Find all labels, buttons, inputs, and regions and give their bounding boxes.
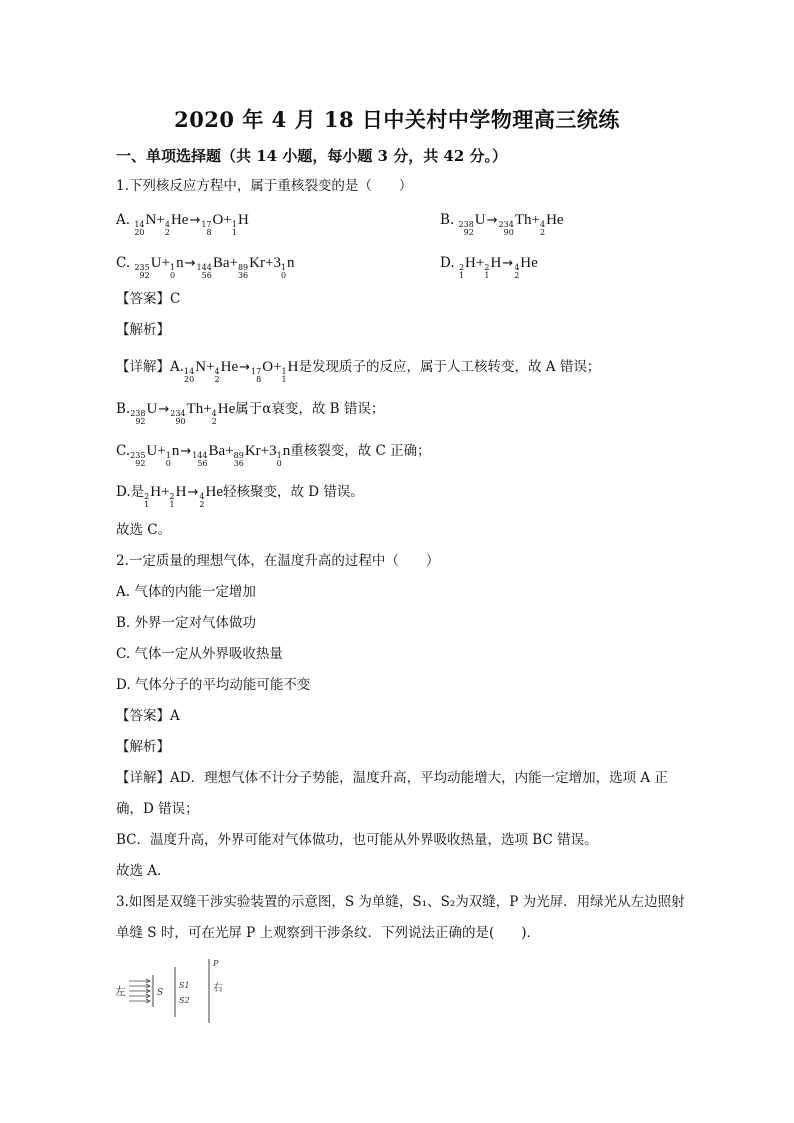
nuclide-index: 144 56 xyxy=(196,263,212,280)
nuclide-index: 238 92 xyxy=(458,220,474,237)
element-symbol: U xyxy=(150,255,162,271)
diagram-label-left: 左 xyxy=(115,985,126,998)
plus-sign: + xyxy=(264,255,274,271)
plus-sign: + xyxy=(223,212,232,228)
q2-analysis-label: 【解析】 xyxy=(116,739,170,755)
nuclide-index: 234 90 xyxy=(498,220,514,237)
nuclide-index: 4 2 xyxy=(514,263,520,280)
diagram-label-s1: S1 xyxy=(179,981,190,990)
arrow-icon: → xyxy=(189,213,201,228)
nuclide-index: 1 1 xyxy=(231,220,237,237)
diagram-label-p: P xyxy=(213,959,219,968)
coefficient: 3 xyxy=(273,255,281,271)
element-symbol: Kr xyxy=(249,255,265,271)
q2-detail-line: 确，D 错误； xyxy=(116,801,199,817)
nuclide-index: 89 36 xyxy=(237,263,249,280)
q2-detail-line: BC．温度升高，外界可能对气体做功，也可能从外界吸收热量，选项 BC 错误。 xyxy=(116,832,598,848)
arrow-icon: → xyxy=(502,256,514,271)
element-symbol: He xyxy=(546,212,564,228)
q1-answer: 【答案】C xyxy=(116,291,181,307)
option-label: D. xyxy=(440,255,455,271)
page-title: 2020 年 4 月 18 日中关村中学物理高三统练 xyxy=(174,107,620,132)
q2-option-b: B. 外界一定对气体做功 xyxy=(116,615,257,631)
element-symbol: O xyxy=(212,212,224,228)
arrow-icon: → xyxy=(184,256,196,271)
nuclide-index: 2 1 xyxy=(484,263,490,280)
element-symbol: Ba xyxy=(212,255,230,271)
element-symbol: He xyxy=(170,212,189,228)
q1-option-d xyxy=(440,254,538,280)
q2-conclusion: 故选 A. xyxy=(116,863,162,879)
q1-analysis-label: 【解析】 xyxy=(116,322,170,338)
element-symbol: H xyxy=(465,255,476,271)
q2-stem: 2.一定质量的理想气体，在温度升高的过程中（ ） xyxy=(116,553,440,569)
plus-sign: + xyxy=(475,255,485,271)
q1-option-b xyxy=(440,211,564,237)
q1-conclusion: 故选 C。 xyxy=(116,522,172,538)
diagram-label-s: S xyxy=(157,988,164,998)
nuclide-index: 4 2 xyxy=(539,220,546,237)
element-symbol: N xyxy=(145,212,157,228)
q3-stem-line: 单缝 S 时，可在光屏 P 上观察到干涉条纹．下列说法正确的是( )． xyxy=(116,925,541,941)
diagram-label-right: 右 xyxy=(213,983,223,994)
option-label: B. xyxy=(440,212,455,228)
q2-option-d: D. 气体分子的平均动能可能不变 xyxy=(116,677,311,693)
q1-detail-d: D.是 2 1 H+ 2 1 H→ 4 2 He轻核聚变，故 D 错误。 xyxy=(116,484,364,509)
section-heading: 一、单项选择题（共 14 小题，每小题 3 分，共 42 分。） xyxy=(116,147,508,165)
element-symbol: U xyxy=(474,212,486,228)
nuclide-index: 1 0 xyxy=(280,263,287,280)
element-symbol: He xyxy=(520,255,538,271)
q2-option-c: C. 气体一定从外界吸收热量 xyxy=(116,646,283,662)
plus-sign: + xyxy=(156,212,165,228)
arrow-icon: → xyxy=(486,213,498,228)
q1-option-c xyxy=(116,254,295,280)
q2-option-a: A. 气体的内能一定增加 xyxy=(116,584,256,600)
plus-sign: + xyxy=(161,255,171,271)
element-symbol: Th xyxy=(514,212,532,228)
element-symbol: H xyxy=(237,212,249,228)
q2-answer: 【答案】A xyxy=(116,708,180,724)
q3-stem-line: 3.如图是双缝干涉实验装置的示意图，S 为单缝，S₁、S₂为双缝，P 为光屏．用绿光从左边照射 xyxy=(116,894,685,910)
element-symbol: n xyxy=(176,255,184,271)
diagram-label-s2: S2 xyxy=(179,996,190,1005)
q2-detail-line: 【详解】AD．理想气体不计分子势能，温度升高，平均动能增大，内能一定增加，选项 A 正 xyxy=(116,770,668,786)
q1-option-a xyxy=(116,211,249,237)
q1-detail-c: C. 235 92 U+ 1 0 n→ 144 56 Ba+ 89 36 Kr+3 1 0 n重核裂变，故 C 正确； xyxy=(116,443,431,468)
plus-sign: + xyxy=(531,212,540,228)
nuclide-index: 14 20 xyxy=(134,220,145,237)
plus-sign: + xyxy=(229,255,238,271)
light-rays xyxy=(129,979,150,1003)
nuclide-index: 2 1 xyxy=(458,263,465,280)
nuclide-index: 235 92 xyxy=(134,263,150,280)
q1-stem: 1.下列核反应方程中，属于重核裂变的是（ ） xyxy=(116,178,413,194)
option-label: C. xyxy=(116,255,131,271)
nuclide-index: 4 2 xyxy=(164,220,170,237)
q1-detail-a: 【详解】A. 14 20 N+ 4 2 He→ 17 8 O+ 1 1 H是发现质子的反应，属于人工核转变，故 A 错误； xyxy=(116,359,601,384)
option-label: A. xyxy=(116,212,131,228)
element-symbol: H xyxy=(490,255,502,271)
nuclide-index: 17 8 xyxy=(201,220,212,237)
q1-detail-b: B. 238 92 U→ 234 90 Th+ 4 2 He属于α衰变，故 B 错误； xyxy=(116,401,385,426)
double-slit-diagram xyxy=(112,955,232,1025)
nuclide-index: 1 0 xyxy=(170,263,176,280)
element-symbol: n xyxy=(287,255,295,271)
